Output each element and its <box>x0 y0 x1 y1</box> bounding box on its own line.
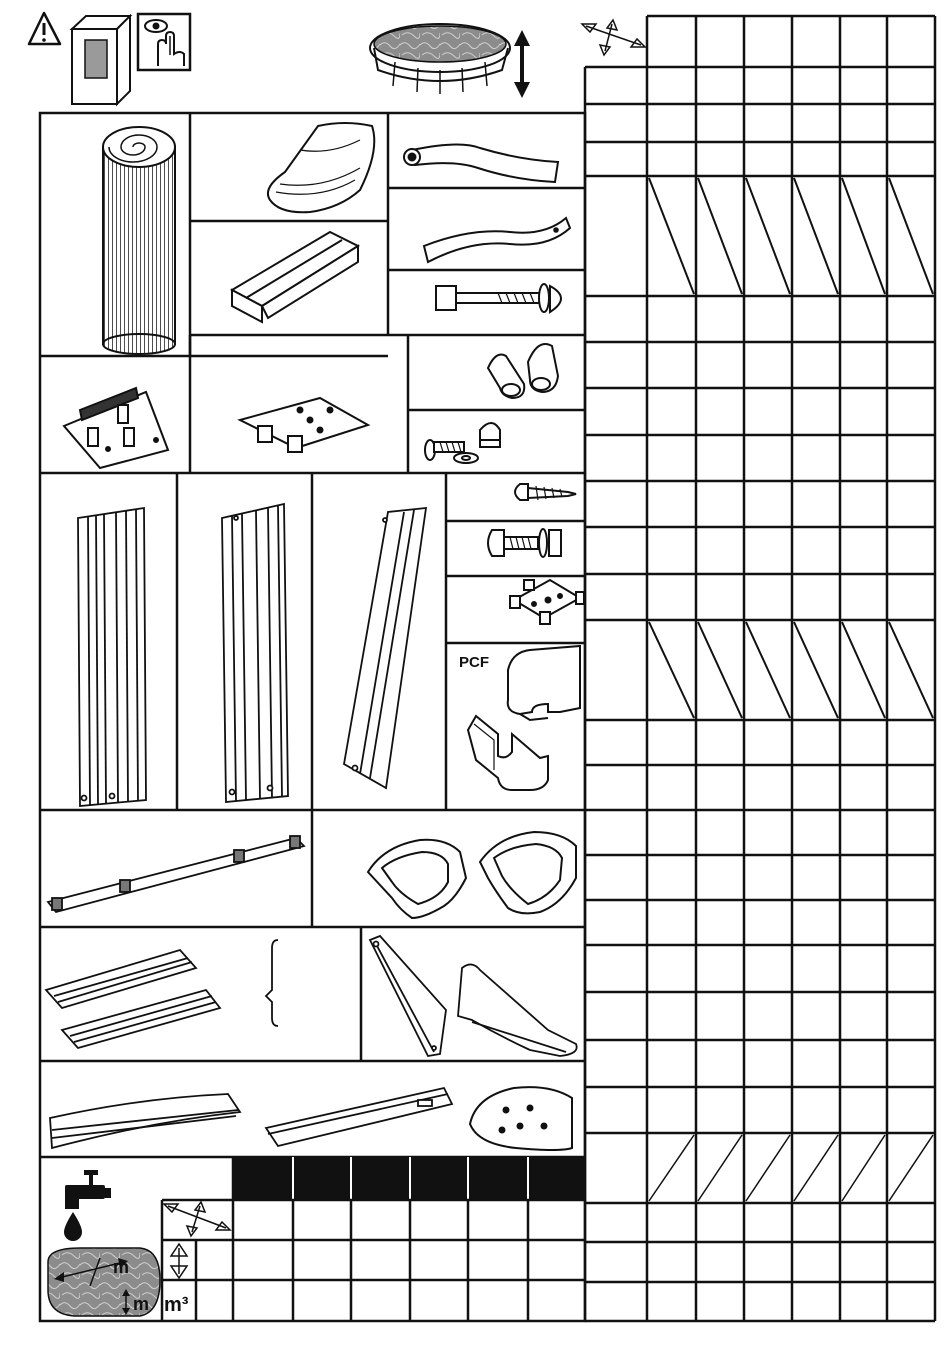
warning-icon <box>29 13 60 44</box>
water-drop-icon <box>64 1212 82 1241</box>
read-manual-icon <box>138 14 190 70</box>
ground-cloth <box>268 123 374 212</box>
upright-right <box>344 508 426 788</box>
water-volume-table <box>162 1157 585 1321</box>
diagonal-unit-label: m <box>113 1257 130 1277</box>
coping-strip-left <box>50 1094 240 1148</box>
dimension-arrow-icon-small <box>164 1202 230 1236</box>
top-seat <box>370 936 577 1056</box>
pcf-label: PCF <box>459 654 489 671</box>
bottom-rail <box>48 836 304 912</box>
brace <box>266 940 278 1026</box>
connector-plate <box>510 580 584 624</box>
bolt-nut-washer <box>436 284 561 312</box>
height-unit-label: m <box>133 1294 150 1314</box>
strip <box>424 218 570 262</box>
top-caps <box>368 832 576 918</box>
pool-icon <box>370 24 510 94</box>
base-plate-right <box>240 398 368 452</box>
quantity-table <box>585 16 935 1321</box>
dimension-arrow-icon <box>582 20 645 55</box>
cabinet-icon <box>72 16 130 104</box>
upright-left <box>78 508 146 806</box>
base-plate-left <box>64 388 168 468</box>
coping-strip-middle <box>266 1088 452 1146</box>
coping-cap <box>470 1087 572 1150</box>
coping-channel <box>232 232 358 322</box>
self-tapping-screw <box>515 484 576 500</box>
screw-washer-nut <box>488 529 561 557</box>
tap-icon <box>65 1170 111 1209</box>
tape-roll <box>404 144 558 182</box>
volume-unit-label: m³ <box>164 1294 189 1316</box>
bolt-screw-cap <box>425 423 500 463</box>
liner-roll <box>103 127 175 354</box>
height-arrow-icon-small <box>171 1244 187 1278</box>
side-rails <box>46 950 220 1048</box>
upright-middle <box>222 504 288 802</box>
end-caps <box>488 344 558 398</box>
height-arrow-icon <box>514 30 530 98</box>
